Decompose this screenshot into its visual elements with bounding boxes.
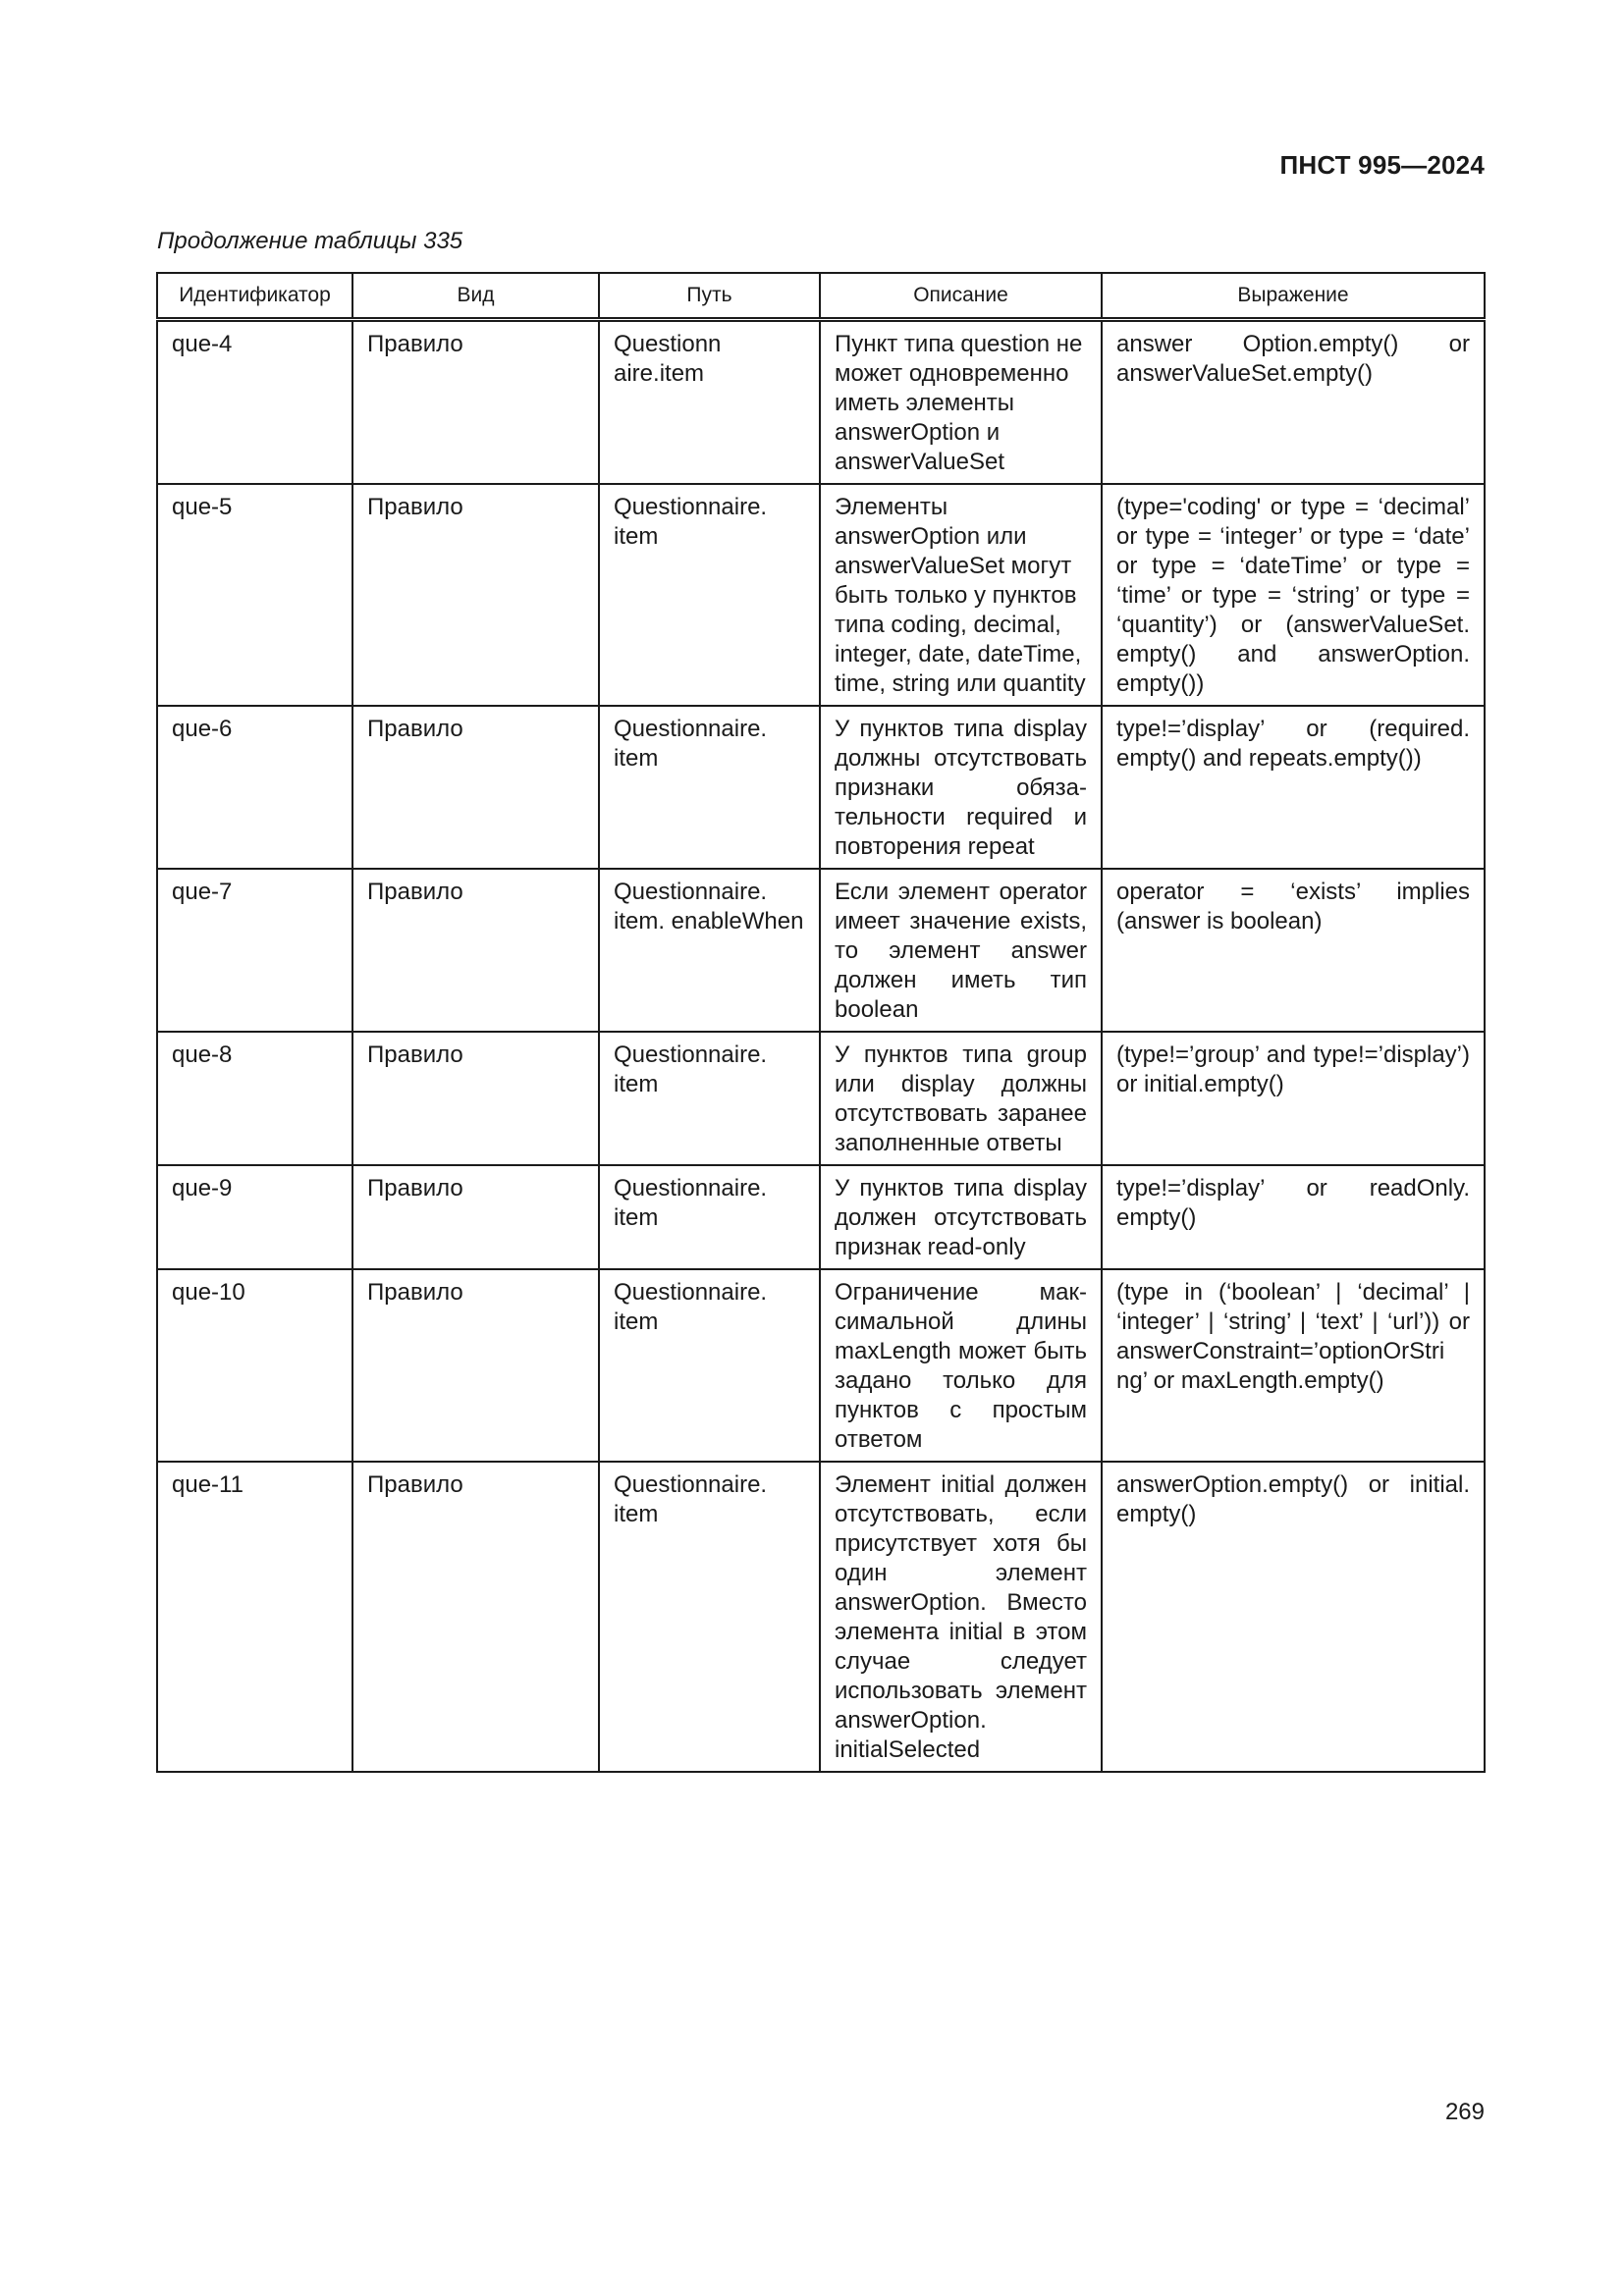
column-header-expression: Выражение <box>1102 273 1485 320</box>
column-header-path: Путь <box>599 273 820 320</box>
cell-id: que-7 <box>157 869 352 1032</box>
cell-id: que-5 <box>157 484 352 706</box>
cell-path: Questionnaire. item <box>599 1165 820 1269</box>
cell-id: que-4 <box>157 320 352 485</box>
cell-path: Questionnaire. item <box>599 706 820 869</box>
table-header-row <box>157 273 1485 320</box>
table-row <box>157 1165 1485 1269</box>
cell-kind: Правило <box>352 1165 599 1269</box>
column-header-id: Идентификатор <box>157 273 352 320</box>
cell-description: Элемент initial должен отсутствовать, если присутствует хотя бы один элемент answerOption. Вместо элемента initial в этом случае следует использовать элемент answerOption. initialSelected <box>820 1462 1102 1772</box>
cell-expression: answer Option.empty() or answerValueSet.empty() <box>1102 320 1485 485</box>
cell-expression: (type!=’group’ and type!=’display’) or initial.empty() <box>1102 1032 1485 1165</box>
table-caption: Продолжение таблицы 335 <box>157 228 463 254</box>
cell-id: que-10 <box>157 1269 352 1462</box>
column-header-description: Описание <box>820 273 1102 320</box>
table-row <box>157 320 1485 485</box>
constraints-table <box>156 272 1486 1773</box>
cell-path: Questionnaire. item <box>599 484 820 706</box>
document-code: ПНСТ 995—2024 <box>1279 150 1485 180</box>
cell-id: que-6 <box>157 706 352 869</box>
table-row <box>157 484 1485 706</box>
cell-description: Пункт типа question не может одновременно иметь элементы answerOption и answerValueSet <box>820 320 1102 485</box>
table-row <box>157 1269 1485 1462</box>
cell-path: Questionn aire.item <box>599 320 820 485</box>
table-row <box>157 869 1485 1032</box>
table-row <box>157 1462 1485 1772</box>
page-number: 269 <box>1444 2099 1485 2125</box>
cell-expression: operator = ‘exists’ implies (answer is boolean) <box>1102 869 1485 1032</box>
cell-kind: Правило <box>352 869 599 1032</box>
cell-kind: Правило <box>352 1032 599 1165</box>
table-row <box>157 706 1485 869</box>
cell-kind: Правило <box>352 706 599 869</box>
cell-description: Ограничение максимальной длины maxLength может быть задано только для пунктов с простым ответом <box>820 1269 1102 1462</box>
cell-expression: type!=’display’ or (required. empty() and repeats.empty()) <box>1102 706 1485 869</box>
column-header-kind: Вид <box>352 273 599 320</box>
cell-id: que-11 <box>157 1462 352 1772</box>
cell-id: que-8 <box>157 1032 352 1165</box>
cell-kind: Правило <box>352 320 599 485</box>
cell-kind: Правило <box>352 1462 599 1772</box>
cell-expression: (type in (‘boolean’ | ‘decimal’ | ‘integer’ | ‘string’ | ‘text’ | ‘url’)) or answerConstraint=’optionOrStri ng’ or maxLength.empty() <box>1102 1269 1485 1462</box>
cell-path: Questionnaire. item <box>599 1462 820 1772</box>
cell-description: У пунктов типа display должны отсутствовать признаки обязательности required и повторения repeat <box>820 706 1102 869</box>
cell-expression: type!=’display’ or readOnly. empty() <box>1102 1165 1485 1269</box>
cell-id: que-9 <box>157 1165 352 1269</box>
cell-description: Если элемент operator имеет значение exists, то элемент answer должен иметь тип boolean <box>820 869 1102 1032</box>
cell-path: Questionnaire. item <box>599 1269 820 1462</box>
cell-path: Questionnaire. item <box>599 1032 820 1165</box>
cell-path: Questionnaire. item. enableWhen <box>599 869 820 1032</box>
cell-expression: (type='coding' or type = ‘decimal’ or type = ‘integer’ or type = ‘date’ or type = ‘dateTime’ or type = ‘time’ or type = ‘string’ or type = ‘quantity’) or (answerValueSet. empty() and answerOption. empty()) <box>1102 484 1485 706</box>
cell-description: У пунктов типа display должен отсутствовать признак read-only <box>820 1165 1102 1269</box>
cell-kind: Правило <box>352 484 599 706</box>
cell-kind: Правило <box>352 1269 599 1462</box>
table-row <box>157 1032 1485 1165</box>
cell-description: Элементы answerOption или answerValueSet могут быть только у пунктов типа coding, decimal, integer, date, dateTime, time, string или quantity <box>820 484 1102 706</box>
cell-description: У пунктов типа group или display должны отсутствовать заранее заполненные ответы <box>820 1032 1102 1165</box>
cell-expression: answerOption.empty() or initial. empty() <box>1102 1462 1485 1772</box>
